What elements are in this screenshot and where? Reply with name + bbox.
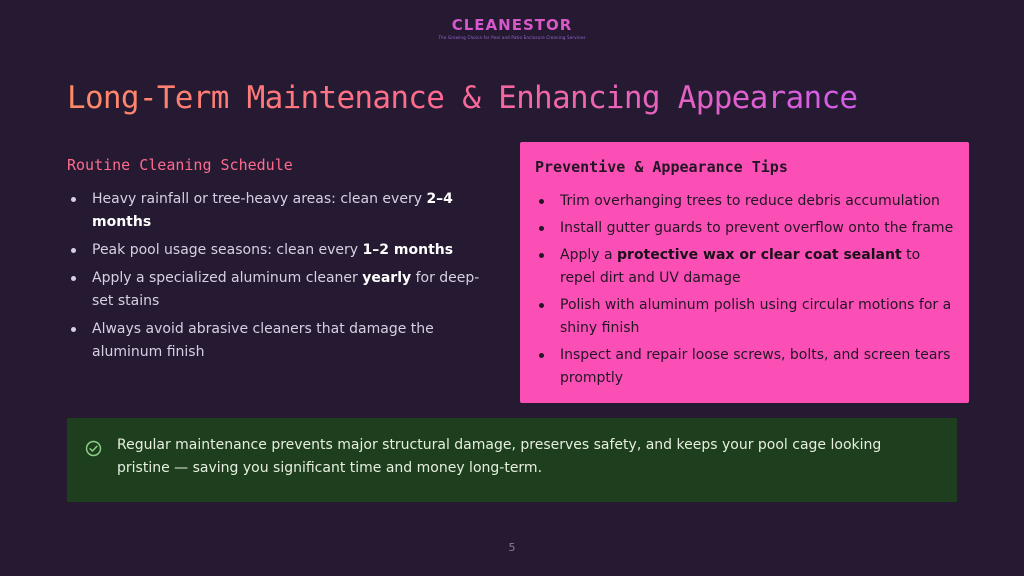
page-number: 5 [508, 541, 516, 554]
brand-name: CLEANESTOR [0, 16, 1024, 34]
brand-tagline: The Growing Choice for Pool and Patio Enclosure Cleaning Services [438, 35, 586, 40]
brand-logo [0, 16, 1024, 40]
routine-list [67, 188, 497, 364]
list-item: Inspect and repair loose screws, bolts, and screen tears promptly [535, 344, 955, 390]
list-item: Apply a protective wax or clear coat sealant to repel dirt and UV damage [535, 244, 955, 290]
list-item: Always avoid abrasive cleaners that damage the aluminum finish [67, 318, 497, 364]
list-item: Peak pool usage seasons: clean every 1–2 months [67, 239, 497, 262]
list-item: Heavy rainfall or tree-heavy areas: clean every 2–4 months [67, 188, 497, 234]
routine-cleaning-section [67, 156, 497, 369]
list-item: Apply a specialized aluminum cleaner yearly for deep-set stains [67, 267, 497, 313]
list-item: Polish with aluminum polish using circular motions for a shiny finish [535, 294, 955, 340]
slide-title: Long-Term Maintenance & Enhancing Appearance [67, 80, 858, 116]
tips-list [535, 190, 955, 390]
list-item: Trim overhanging trees to reduce debris accumulation [535, 190, 955, 213]
list-item: Install gutter guards to prevent overflow onto the frame [535, 217, 955, 240]
callout-text: Regular maintenance prevents major structural damage, preserves safety, and keeps your pool cage looking pristine — saving you significant time and money long-term. [117, 437, 882, 476]
tips-panel [520, 142, 969, 403]
callout-banner [67, 418, 957, 502]
tips-heading: Preventive & Appearance Tips [535, 158, 788, 176]
check-circle-icon [85, 440, 102, 457]
routine-heading: Routine Cleaning Schedule [67, 156, 293, 174]
